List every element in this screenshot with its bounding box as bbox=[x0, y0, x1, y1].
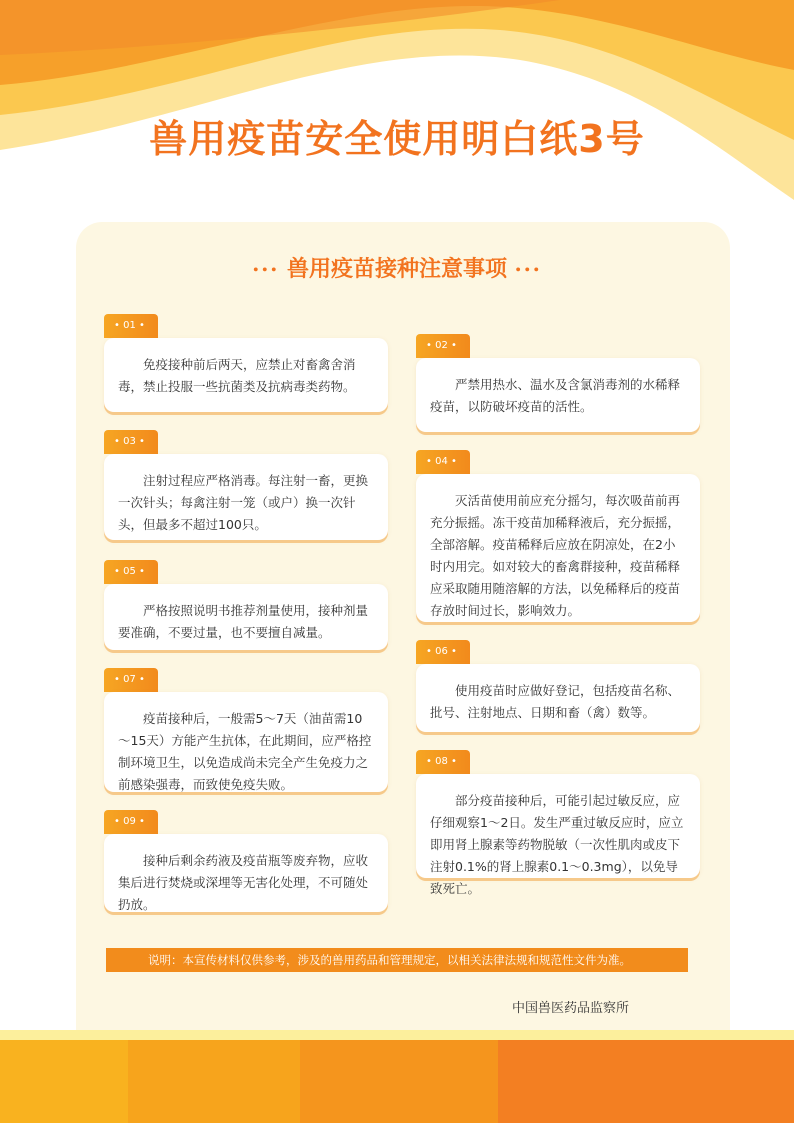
item-04-number: • 04 • bbox=[416, 450, 470, 474]
item-04-card bbox=[416, 474, 700, 622]
item-06-text: 使用疫苗时应做好登记，包括疫苗名称、批号、注射地点、日期和畜（禽）数等。 bbox=[430, 683, 681, 720]
page-title: 兽用疫苗安全使用明白纸3号 bbox=[149, 117, 645, 161]
footer-block-2 bbox=[128, 1040, 300, 1123]
item-09-text: 接种后剩余药液及疫苗瓶等废弃物，应收集后进行焚烧或深埋等无害化处理，不可随处扔放。 bbox=[118, 853, 369, 912]
item-07-text: 疫苗接种后，一般需5～7天（油苗需10～15天）方能产生抗体，在此期间，应严格控制环境卫生，以免造成尚未完全产生免疫力之前感染强毒，而致使免疫失败。 bbox=[118, 711, 372, 792]
item-02-text: 严禁用热水、温水及含氯消毒剂的水稀释疫苗，以防破坏疫苗的活性。 bbox=[430, 377, 681, 414]
footer-block-4 bbox=[498, 1040, 794, 1123]
footer-line bbox=[0, 1030, 794, 1040]
item-09-number: • 09 • bbox=[104, 810, 158, 834]
item-09-card bbox=[104, 834, 388, 912]
item-08-text: 部分疫苗接种后，可能引起过敏反应，应仔细观察1～2日。发生严重过敏反应时，应立即用肾上腺素等药物脱敏（一次性肌肉或皮下注射0.1%的肾上腺素0.1～0.3mg），以免导致死亡。 bbox=[430, 793, 684, 896]
footer-block-1 bbox=[0, 1040, 128, 1123]
section-dots-right: ••• bbox=[514, 263, 542, 277]
section-title-text: 兽用疫苗接种注意事项 bbox=[286, 257, 507, 282]
item-01-number: • 01 • bbox=[104, 314, 158, 338]
item-02-number: • 02 • bbox=[416, 334, 470, 358]
item-02-card bbox=[416, 358, 700, 432]
disclaimer-note: 说明：本宣传材料仅供参考，涉及的兽用药品和管理规定，以相关法律法规和规范性文件为准。 bbox=[106, 948, 688, 972]
item-03-text: 注射过程应严格消毒。每注射一畜，更换一次针头；每禽注射一笼（或户）换一次针头，但最多不超过100只。 bbox=[118, 473, 369, 532]
footer-block-3 bbox=[300, 1040, 498, 1123]
item-08-card bbox=[416, 774, 700, 896]
item-05-text: 严格按照说明书推荐剂量使用，接种剂量要准确，不要过量，也不要擅自减量。 bbox=[118, 603, 369, 640]
item-07-card bbox=[104, 692, 388, 792]
organization-name: 中国兽医药品监察所 bbox=[512, 1001, 630, 1016]
item-07-number: • 07 • bbox=[104, 668, 158, 692]
item-05-number: • 05 • bbox=[104, 560, 158, 584]
item-03-card bbox=[104, 454, 388, 540]
item-03-number: • 03 • bbox=[104, 430, 158, 454]
section-dots-left: ••• bbox=[252, 263, 280, 277]
item-08-number: • 08 • bbox=[416, 750, 470, 774]
item-04-text: 灭活苗使用前应充分摇匀，每次吸苗前再充分振摇。冻干疫苗加稀释液后，充分振摇，全部溶解。疫苗稀释后应放在阴凉处，在2小时内用完。如对较大的畜禽群接种，疫苗稀释应采取随用随溶解的方法，以免稀释后的疫苗存放时间过长，影响效力。 bbox=[430, 493, 681, 618]
item-06-number: • 06 • bbox=[416, 640, 470, 664]
item-01-text: 免疫接种前后两天，应禁止对畜禽舍消毒，禁止投服一些抗菌类及抗病毒类药物。 bbox=[118, 357, 356, 394]
item-06-card bbox=[416, 664, 700, 732]
footer-band bbox=[0, 1040, 794, 1123]
item-05-card bbox=[104, 584, 388, 650]
section-title bbox=[0, 252, 794, 283]
item-01-card bbox=[104, 338, 388, 412]
